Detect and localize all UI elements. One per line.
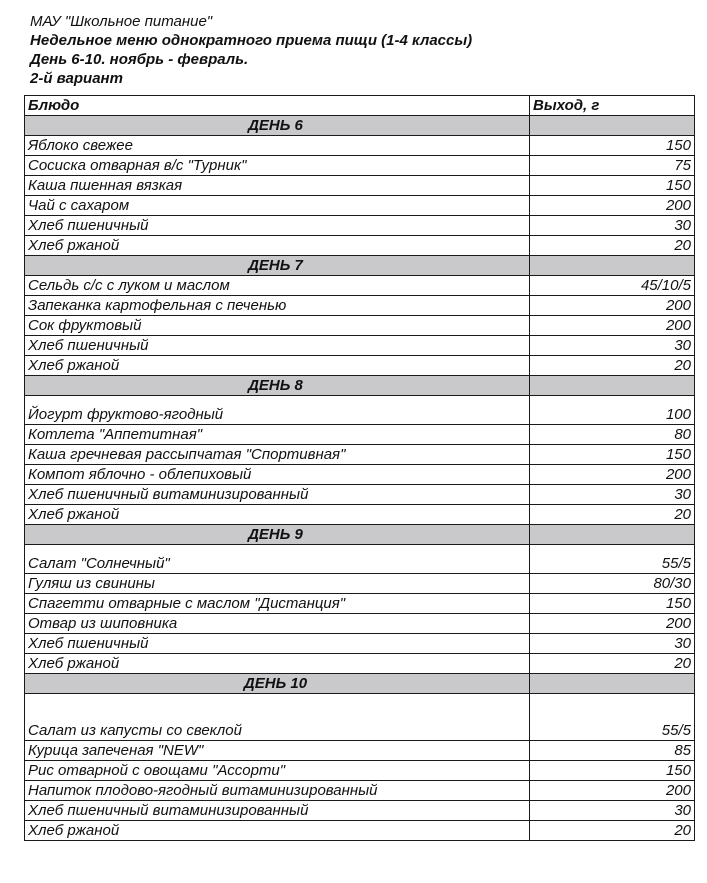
dish-yield: 200 [530,196,695,216]
table-row [25,741,695,761]
dish-yield: 85 [530,741,695,761]
day-header-blank [530,116,695,136]
table-row [25,485,695,505]
table-row [25,654,695,674]
dish-name: Спагетти отварные с маслом "Дистанция" [25,594,530,614]
table-row [25,336,695,356]
table-header-row [25,96,695,116]
table-row [25,761,695,781]
dish-name: Напиток плодово-ягодный витаминизированный [25,781,530,801]
table-row [25,465,695,485]
dish-yield: 200 [530,614,695,634]
dish-name: Каша пшенная вязкая [25,176,530,196]
table-row [25,356,695,376]
dish-name: Отвар из шиповника [25,614,530,634]
dish-name: Котлета "Аппетитная" [25,425,530,445]
dish-yield: 200 [530,316,695,336]
table-row [25,781,695,801]
dish-yield: 75 [530,156,695,176]
day-header-row [25,116,695,136]
dish-yield: 150 [530,176,695,196]
dish-name: Яблоко свежее [25,136,530,156]
dish-yield: 30 [530,216,695,236]
dish-yield: 150 [530,594,695,614]
dish-yield: 20 [530,654,695,674]
dish-name: Компот яблочно - облепиховый [25,465,530,485]
menu-period: День 6-10. ноябрь - февраль. [30,51,249,68]
table-row [25,236,695,256]
dish-yield: 45/10/5 [530,276,695,296]
day-label: ДЕНЬ 7 [25,256,530,276]
table-row [25,216,695,236]
day-label: ДЕНЬ 9 [25,525,530,545]
menu-table-body [25,116,695,841]
table-row [25,276,695,296]
table-row [25,316,695,336]
dish-yield: 55/5 [530,545,695,574]
table-row [25,396,695,425]
dish-yield: 200 [530,296,695,316]
column-header-dish: Блюдо [25,96,530,116]
day-header-row [25,256,695,276]
dish-yield: 20 [530,236,695,256]
dish-name: Хлеб ржаной [25,821,530,841]
dish-name: Йогурт фруктово-ягодный [25,396,530,425]
document-title: Недельное меню однократного приема пищи (1-4 классы) [30,32,473,49]
table-row [25,545,695,574]
table-row [25,505,695,525]
table-row [25,425,695,445]
dish-yield: 30 [530,801,695,821]
dish-yield: 100 [530,396,695,425]
table-row [25,821,695,841]
dish-name: Гуляш из свинины [25,574,530,594]
menu-variant: 2-й вариант [30,70,123,87]
dish-yield: 20 [530,505,695,525]
day-header-row [25,376,695,396]
table-row [25,801,695,821]
table-row [25,594,695,614]
dish-yield: 200 [530,465,695,485]
menu-table [24,95,695,841]
dish-yield: 150 [530,136,695,156]
dish-name: Салат "Солнечный" [25,545,530,574]
dish-name: Каша гречневая рассыпчатая "Спортивная" [25,445,530,465]
dish-yield: 30 [530,336,695,356]
day-header-blank [530,674,695,694]
day-header-blank [530,376,695,396]
dish-yield: 150 [530,445,695,465]
day-label: ДЕНЬ 10 [25,674,530,694]
dish-name: Чай с сахаром [25,196,530,216]
table-row [25,574,695,594]
dish-yield: 20 [530,821,695,841]
dish-name: Хлеб пшеничный витаминизированный [25,801,530,821]
column-header-yield: Выход, г [530,96,695,116]
document-header [30,12,472,88]
dish-yield: 80 [530,425,695,445]
dish-yield: 20 [530,356,695,376]
table-row [25,196,695,216]
dish-name: Хлеб пшеничный витаминизированный [25,485,530,505]
day-label: ДЕНЬ 8 [25,376,530,396]
dish-name: Рис отварной с овощами "Ассорти" [25,761,530,781]
dish-name: Хлеб ржаной [25,356,530,376]
dish-name: Курица запеченая "NEW" [25,741,530,761]
dish-yield: 30 [530,634,695,654]
dish-name: Хлеб пшеничный [25,634,530,654]
dish-yield: 30 [530,485,695,505]
table-row [25,614,695,634]
dish-yield: 55/5 [530,694,695,741]
dish-yield: 200 [530,781,695,801]
day-header-blank [530,525,695,545]
dish-name: Запеканка картофельная с печенью [25,296,530,316]
dish-name: Хлеб ржаной [25,654,530,674]
dish-name: Хлеб пшеничный [25,216,530,236]
dish-name: Сосиска отварная в/с "Турник" [25,156,530,176]
organization-name: МАУ "Школьное питание" [30,13,213,30]
dish-name: Хлеб ржаной [25,236,530,256]
dish-yield: 150 [530,761,695,781]
dish-name: Хлеб ржаной [25,505,530,525]
table-row [25,296,695,316]
dish-yield: 80/30 [530,574,695,594]
dish-name: Хлеб пшеничный [25,336,530,356]
table-row [25,136,695,156]
table-row [25,634,695,654]
dish-name: Салат из капусты со свеклой [25,694,530,741]
table-row [25,176,695,196]
day-header-blank [530,256,695,276]
day-header-row [25,525,695,545]
dish-name: Сок фруктовый [25,316,530,336]
table-row [25,445,695,465]
table-row [25,694,695,741]
table-row [25,156,695,176]
dish-name: Сельдь с/с с луком и маслом [25,276,530,296]
day-label: ДЕНЬ 6 [25,116,530,136]
day-header-row [25,674,695,694]
